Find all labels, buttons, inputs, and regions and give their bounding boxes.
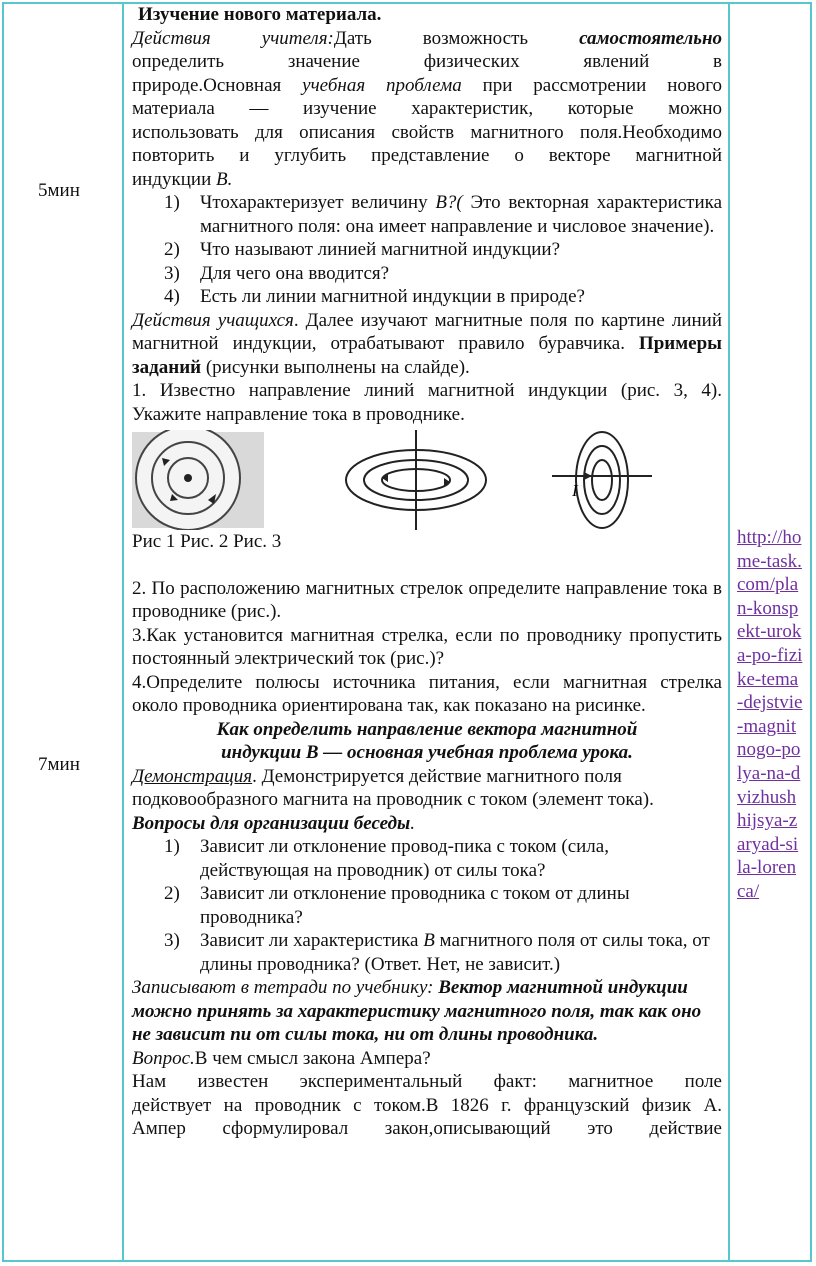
teacher-line-6: повторить и углубить представление о векторе магнитной xyxy=(132,145,722,166)
figures-row xyxy=(132,430,722,530)
teacher-line-7: индукции B. xyxy=(132,168,233,190)
conv-question-2: 2) Зависит ли отклонение проводника с током от длины проводника? xyxy=(164,883,630,928)
time-cell-2: 7мин xyxy=(38,754,80,775)
figure-1 xyxy=(132,430,264,530)
figure-caption: Рис 1 Рис. 2 Рис. 3 xyxy=(132,531,282,552)
teacher-line-2: определить значение физических явлений в xyxy=(132,51,722,72)
current-label: I xyxy=(572,481,578,500)
question-item-4: 4) Есть ли линии магнитной индукции в природе? xyxy=(164,286,585,307)
source-link[interactable]: http://home-task.com/plan-konspekt-uroka-po-fizike-tema-dejstvie-magnitnogo-polya-na-dvizhushhijsya-zaryad-sila-lorenca/ xyxy=(737,527,803,902)
teacher-line-1: Действия учителя:Дать возможность самостоятельно xyxy=(132,27,722,49)
task-4: 4.Определите полюсы источника питания, если магнитная стрелка около проводника ориентирована так, как показано на рисинке. xyxy=(132,671,722,716)
task-3: 3.Как установится магнитная стрелка, если по проводнику пропустить постоянный электрический ток (рис.)? xyxy=(132,624,722,669)
figure-2 xyxy=(346,430,486,530)
column-divider-1 xyxy=(122,2,124,1262)
task-2: 2. По расположению магнитных стрелок определите направление тока в проводнике (рис.). xyxy=(132,577,722,622)
time-cell-1: 5мин xyxy=(38,180,80,201)
spacer xyxy=(132,554,722,577)
task-1: 1. Известно направление линий магнитной индукции (рис. 3, 4). Укажите направление тока в проводнике. xyxy=(132,380,722,425)
students-paragraph: Действия учащихся. Далее изучают магнитные поля по картине линий магнитной индукции, отрабатывают правило буравчика. Примеры заданий (рисунки выполнены на слайде). xyxy=(132,309,723,378)
conv-question-1: 1) Зависит ли отклонение провод-пика с током (сила, действующая на проводник) от силы тока? xyxy=(164,836,609,881)
teacher-line-5: использовать для описания свойств магнитного поля.Необходимо xyxy=(132,121,722,143)
lesson-content xyxy=(132,3,722,1141)
notebook-note: Записывают в тетради по учебнику: Вектор магнитной индукции можно принять за характеристику магнитного поля, так как оно не зависит пи от силы тока, ни от длины проводника. xyxy=(132,977,702,1045)
subheading-line-2: индукции В — основная учебная проблема урока. xyxy=(221,742,633,763)
figures-svg xyxy=(132,430,722,530)
ampere-line-2: действует на проводник с током.В 1826 г. французский физик А. xyxy=(132,1094,722,1116)
ampere-line-3: Ампер сформулировал закон,описывающий это действие xyxy=(132,1118,722,1139)
conv-question-3: 3) Зависит ли характеристика В магнитного поля от силы тока, от длины проводника? (Ответ. Нет, не зависит.) xyxy=(164,930,710,975)
question-item-2: 2) Что называют линией магнитной индукции? xyxy=(164,239,561,260)
question-item-3: 3) Для чего она вводится? xyxy=(164,262,390,284)
section-heading: Изучение нового материала. xyxy=(138,4,382,25)
subheading-line-1: Как определить направление вектора магнитной xyxy=(216,718,638,740)
ampere-line-1: Нам известен экспериментальный факт: магнитное поле xyxy=(132,1071,722,1092)
teacher-line-4: материала — изучение характеристик, которые можно xyxy=(132,98,722,119)
figure-3 xyxy=(552,432,652,528)
question-item-1: 1) Чтохарактеризует величину B?( Это векторная характеристика магнитного поля: она имеет направление и числовое значение). xyxy=(164,192,723,237)
column-divider-2 xyxy=(728,2,730,1262)
questions-title: Вопросы для организации беседы. xyxy=(132,812,415,834)
question-ampere: Вопрос.В чем смысл закона Ампера? xyxy=(132,1047,431,1069)
demonstration: Демонстрация. Демонстрируется действие магнитного поля подковообразного магнита на проводник с током (элемент тока). xyxy=(132,765,654,810)
teacher-line-3: природе.Основная учебная проблема при рассмотрении нового xyxy=(132,74,723,96)
